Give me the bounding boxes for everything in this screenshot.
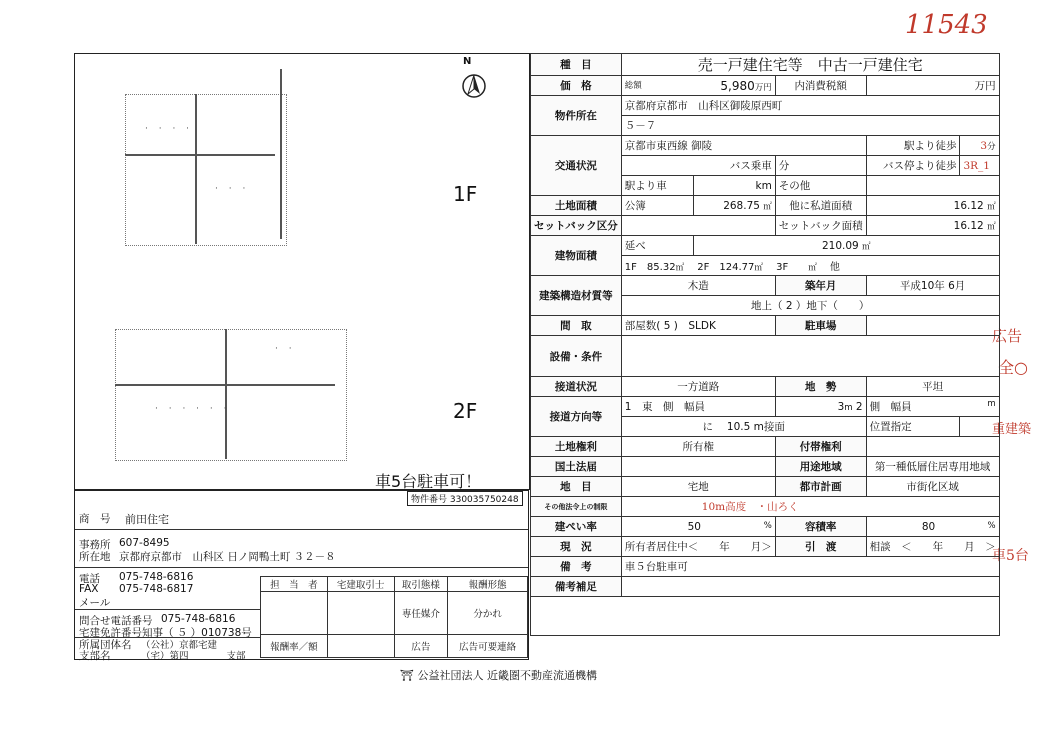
nobe-label: 延べ <box>621 236 693 256</box>
private-area-unit: ㎡ <box>987 201 996 212</box>
structure-label: 建築構造材質等 <box>531 276 622 316</box>
property-grid <box>530 53 1000 636</box>
traffic-label: 交通状況 <box>531 136 622 196</box>
floor2-area: 124.77 <box>719 262 755 273</box>
road-direction-label: 接道方向等 <box>531 397 622 437</box>
floor2-area-unit: ㎡ <box>754 263 763 273</box>
terrain-value: 平坦 <box>866 377 999 397</box>
handover-label: 引 渡 <box>775 537 866 557</box>
far-value: 80 <box>921 520 936 533</box>
frontage-value: に 10.5 m接面 <box>621 417 866 437</box>
address-label: 所在地 <box>79 551 111 563</box>
city-plan-value: 市街化区域 <box>866 477 999 497</box>
total-floor-area: 210.09 <box>821 239 859 252</box>
road-status-label: 接道状況 <box>531 377 622 397</box>
floor3-area-label: 3F <box>776 262 789 273</box>
restriction-label: その他法令上の制限 <box>531 497 622 517</box>
road-dir1-value: 東 側 幅員 <box>641 401 705 413</box>
setback-label: セットバック区分 <box>531 216 622 236</box>
restriction-handwritten: 10m高度 ・山ろく <box>621 497 999 517</box>
train-line: 京都市東西線 御陵 <box>621 136 866 156</box>
road-dir2-value: 側 幅員 <box>869 401 912 413</box>
footer-org-name: 公益社団法人 近畿圏不動産流通機構 <box>417 669 597 682</box>
agent-header: 担 当 者 <box>261 577 328 592</box>
setback-area-value: 16.12 <box>953 219 984 232</box>
note-value: 車５台駐車可 <box>621 557 999 577</box>
far-label: 容積率 <box>775 517 866 537</box>
reward-type-value: 分かれ <box>448 592 528 635</box>
handwritten-code: 11543 <box>905 10 988 40</box>
license-number: 宅建免許番号知事（ ５ ）010738号 <box>79 627 252 639</box>
private-road-area: 16.12 <box>953 199 984 212</box>
fax-label: FAX <box>79 583 99 595</box>
road-dir1-no: 1 <box>624 401 632 413</box>
floorplan-panel: N · · · · · · · 1F · · · · · · · · 2F 車5台駐車可！ <box>74 53 530 490</box>
floor1-area-label: 1F <box>624 262 637 273</box>
price-unit: 万円 <box>754 82 772 93</box>
status-label: 現 況 <box>531 537 622 557</box>
org-logo-icon: ⛩ <box>400 669 414 682</box>
floor1-label: 1F <box>453 182 478 206</box>
bus-minute-unit: 分 <box>775 156 866 176</box>
handover-value: 相談 ＜ 年 月 ＞ <box>866 537 999 557</box>
other-area-label: 他 <box>829 262 840 273</box>
bcr-unit: % <box>763 520 772 531</box>
structure-value: 木造 <box>621 276 775 296</box>
attached-right-label: 付帯権利 <box>775 437 866 457</box>
ad-label: 広告 <box>394 635 448 658</box>
national-land-label: 国土法届 <box>531 457 622 477</box>
built-year-value: 平成10年 6月 <box>866 276 999 296</box>
land-area-label: 土地面積 <box>531 196 622 216</box>
licensed-agent-header: 宅建取引士 <box>327 577 394 592</box>
shumoku-label: 種 目 <box>531 54 622 76</box>
branch-label: 支部名 <box>79 650 111 662</box>
handwritten-note-ad: 広告 <box>992 327 1023 345</box>
location-label: 物件所在 <box>531 96 622 136</box>
group-value: （公社）京都宅建 <box>141 640 218 651</box>
postal-code: 607-8495 <box>119 537 170 549</box>
deal-type-value: 専任媒介 <box>394 592 448 635</box>
property-number: 物件番号 330035750248 <box>407 491 523 506</box>
facility-label: 設備・条件 <box>531 336 622 377</box>
road-dir2-unit: m <box>987 399 996 409</box>
km-unit: km <box>693 176 775 196</box>
deal-type-header: 取引態様 <box>394 577 448 592</box>
location-line2: ５－７ <box>621 116 999 136</box>
inquiry-tel: 075-748-6816 <box>161 613 236 625</box>
setback-area-unit: ㎡ <box>987 221 996 232</box>
road-dir2-no: 2 <box>855 400 863 413</box>
tax-label: 内消費税額 <box>775 76 866 96</box>
floor1-area-unit: ㎡ <box>675 263 685 273</box>
price-label: 価 格 <box>531 76 622 96</box>
station-car-label: 駅より車 <box>621 176 693 196</box>
setback-area-label: セットバック面積 <box>775 216 866 236</box>
parking-note: 車5台駐車可！ <box>375 472 482 491</box>
inquiry-label: 問合せ電話番号 <box>79 615 153 627</box>
floor2-area-label: 2F <box>697 262 710 273</box>
use-zone-value: 第一種低層住居専用地域 <box>866 457 999 477</box>
fax-value: 075-748-6817 <box>119 583 194 595</box>
ad-value: 広告可要連絡 <box>448 635 528 658</box>
total-floor-unit: ㎡ <box>862 241 871 252</box>
location-line1: 京都府京都市 山科区御陵原西町 <box>621 96 999 116</box>
handwritten-note-construct: 重建築 <box>992 422 1032 437</box>
shogo-label: 商 号 <box>79 513 111 525</box>
north-label: N <box>463 56 472 67</box>
total-label: 総額 <box>624 80 642 91</box>
handwritten-note-ok: 全○ <box>998 358 1028 377</box>
land-kind: 公簿 <box>621 196 693 216</box>
footer-org <box>400 667 597 683</box>
handwritten-note-car: 車5台 <box>992 548 1029 564</box>
floor1-plan <box>125 94 287 246</box>
position-label: 位置指定 <box>866 417 960 437</box>
shumoku-value: 売一戸建住宅等 中古一戸建住宅 <box>621 54 999 76</box>
madori-value: 部屋数( 5 ) SLDK <box>621 316 775 336</box>
agent-table <box>260 576 528 658</box>
road-dir1-width: 3 <box>837 400 845 413</box>
busstop-label: バス停より徒歩 <box>866 156 960 176</box>
note-label: 備 考 <box>531 557 622 577</box>
shogo-value: 前田住宅 <box>125 513 169 526</box>
total-price: 5,980 <box>720 78 755 93</box>
city-plan-label: 都市計画 <box>775 477 866 497</box>
group-label: 所属団体名 <box>79 639 132 651</box>
parking-label: 駐車場 <box>775 316 866 336</box>
floor2-label: 2F <box>453 399 478 423</box>
private-road-label: 他に私道面積 <box>775 196 866 216</box>
floor1-area: 85.32 <box>646 262 676 273</box>
land-right-label: 土地権利 <box>531 437 622 457</box>
road-status-value: 一方道路 <box>621 377 775 397</box>
building-area-label: 建物面積 <box>531 236 622 276</box>
terrain-label: 地 勢 <box>775 377 866 397</box>
tax-unit: 万円 <box>866 76 999 96</box>
address-value: 京都府京都市 山科区 日ノ岡鴨土町 ３２－８ <box>119 551 336 563</box>
tel-label: 電話 <box>79 573 100 585</box>
bus-label: バス乗車 <box>621 156 775 176</box>
reward-type-header: 報酬形態 <box>448 577 528 592</box>
walk-minutes: 3 <box>980 139 988 152</box>
status-value: 所有者居住中＜ 年 月＞ <box>621 537 775 557</box>
other-label: その他 <box>775 176 866 196</box>
floor2-plan <box>115 329 347 461</box>
branch-value: （宅）第四 支部 <box>141 651 246 662</box>
busstop-handwritten: 3R_1 <box>960 156 999 176</box>
land-area-value: 268.75 <box>723 199 760 212</box>
chimoku-value: 宅地 <box>621 477 775 497</box>
north-compass-icon <box>460 62 490 104</box>
madori-label: 間 取 <box>531 316 622 336</box>
bcr-value: 50 <box>687 520 701 533</box>
reward-rate-label: 報酬率／額 <box>261 635 328 658</box>
floor3-area-unit: ㎡ <box>808 263 817 273</box>
floors-value: 地上（ 2 ）地下（ ） <box>621 296 999 316</box>
bcr-label: 建ぺい率 <box>531 517 622 537</box>
land-right-value: 所有権 <box>621 437 775 457</box>
land-area-unit: ㎡ <box>763 201 772 212</box>
far-unit: % <box>987 520 996 531</box>
built-year-label: 築年月 <box>775 276 866 296</box>
road-dir1-unit: m <box>844 402 853 413</box>
supplement-label: 備考補足 <box>531 577 622 597</box>
chimoku-label: 地 目 <box>531 477 622 497</box>
office-label: 事務所 <box>79 539 111 551</box>
tel-value: 075-748-6816 <box>119 571 194 583</box>
walk-label: 駅より徒歩 <box>866 136 960 156</box>
use-zone-label: 用途地域 <box>775 457 866 477</box>
mail-label: メール <box>79 597 111 609</box>
minute-unit: 分 <box>987 141 996 152</box>
